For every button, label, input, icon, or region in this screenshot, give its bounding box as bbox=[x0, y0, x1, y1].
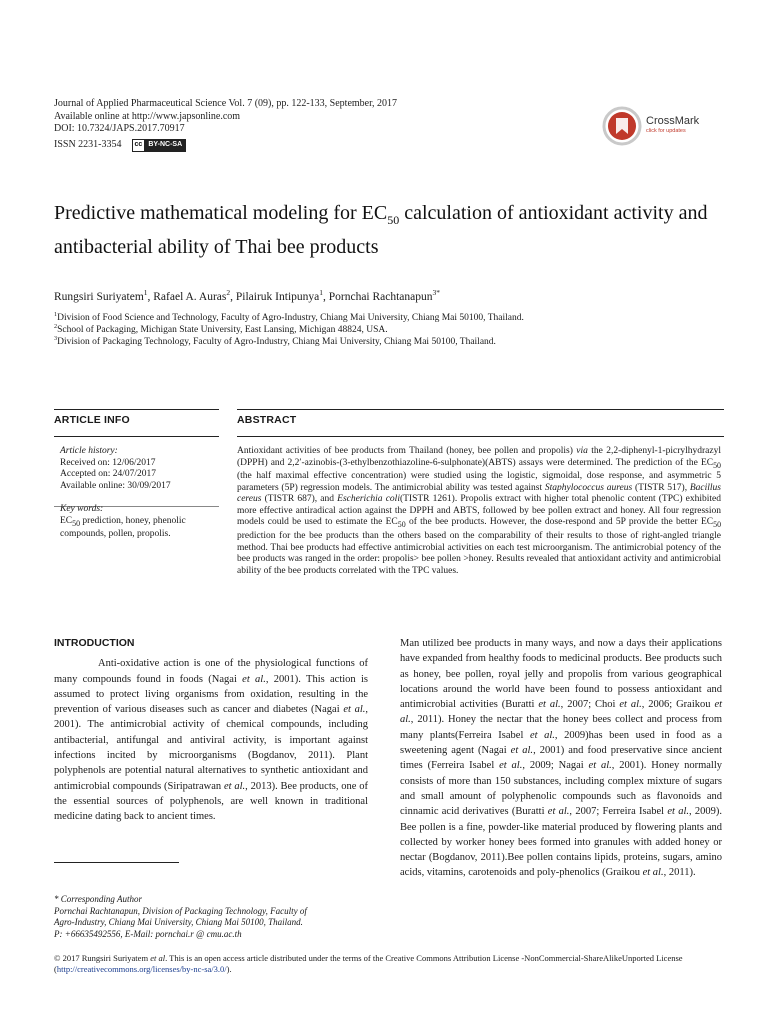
journal-issn: ISSN 2231-3354 bbox=[54, 138, 122, 150]
intro-right-column: Man utilized bee products in many ways, and now a days their applications have expanded from healthy foods to medicinal products. Bee products such as honey, bee pollen, royal jelly and propolis from various geographical locations around the world have been found to possess antioxidant and antimicrobial activities (Buratti et al., 2007; Choi et al., 2006; Graikou et al., 2011). Honey the nectar that the honey bees collect and process from many plants(Ferreira Isabel et al., 2009)has been used in food as a sweetening agent (Nagai et al., 2001) and food preservative since ancient times (Ferreira Isabel et al., 2009; Nagai et al., 2001). Honey normally consists of more than 150 substances, including complex mixture of sugars and small amount of polyphenolic compounds such as flavonoids and cinnamic acid derivatives (Buratti et al., 2007; Ferreira Isabel et al., 2009). Bee pollen is a fine, powder-like material produced by flowering plants and collected by worker honey bees formed into granules with added honey or nectar (Bogdanov, 2011).Bee pollen contains lipids, proteins, sugars, amino acids, vitamins, carotenoids and poly-phenolics (Graikou et al., 2011). bbox=[400, 638, 723, 879]
abstract-heading: ABSTRACT bbox=[237, 414, 297, 426]
intro-left-column bbox=[54, 636, 368, 825]
crossmark-icon bbox=[602, 106, 642, 146]
footnote-rule bbox=[54, 862, 179, 863]
keywords: $EC_{50}$ prediction, honey, phenolic compounds, pollen, propolis. bbox=[60, 515, 186, 539]
keywords-label: Key words: bbox=[60, 504, 104, 514]
corresponding-line-2: Agro-Industry, Chiang Mai University, Chiang Mai 50100, Thailand. bbox=[54, 917, 303, 927]
article-title bbox=[54, 200, 724, 261]
crossmark-sublabel: click for updates bbox=[646, 128, 686, 134]
license-link[interactable]: http://creativecommons.org/licenses/by-nc-sa/3.0/ bbox=[56, 964, 227, 974]
journal-header bbox=[54, 98, 397, 152]
author: Pornchai Rachtanapun$^{3*}$ bbox=[328, 288, 440, 303]
intro-paragraph-left: Anti-oxidative action is one of the physiological functions of many compounds found in foods (Nagai et al., 2001). This action is assumed to protect living organisms from oxidation, resulting in the prevention of various diseases such as cancer and diabetes (Nagai et al., 2001). The antimicrobial activity of chemical compounds, including antibacterial, antifungal and antiviral activity, is important against infections incited by microorganisms (Bogdanov, 2011). Plant polyphenols are potential natural alternatives to synthetic antioxidant and antimicrobial compounds (Siripatrawan et al., 2013). Bee products, one of the essential sources of polyphenols, are well known in traditional medicine dating back to ancient times. bbox=[54, 658, 368, 823]
journal-url[interactable]: Available online at http://www.japsonline.com bbox=[54, 110, 241, 122]
crossmark-text bbox=[646, 116, 699, 136]
title-subscript: 50 bbox=[387, 213, 400, 227]
corresponding-label: * Corresponding Author bbox=[54, 894, 143, 904]
author: Rungsiri Suriyatem$^1$, bbox=[54, 288, 154, 303]
affiliation: $^3$Division of Packaging Technology, Faculty of Agro-Industry, Chiang Mai University, Chiang Mai 50100, Thailand. bbox=[54, 335, 496, 347]
introduction-heading: INTRODUCTION bbox=[54, 637, 135, 649]
affiliation: $^2$School of Packaging, Michigan State University, East Lansing, Michigan 48824, USA. bbox=[54, 323, 388, 335]
abstract-bottom-rule bbox=[237, 436, 724, 437]
author: Pilairuk Intipunya$^1$, bbox=[235, 288, 329, 303]
journal-citation: Journal of Applied Pharmaceutical Science Vol. 7 (09), pp. 122-133, September, 2017 bbox=[54, 98, 398, 109]
cc-logo: cc bbox=[133, 140, 146, 151]
available-date: Available online: 30/09/2017 bbox=[60, 480, 171, 491]
corresponding-author bbox=[54, 894, 374, 940]
accepted-date: Accepted on: 24/07/2017 bbox=[60, 469, 157, 479]
author: Rafael A. Auras$^2$, bbox=[153, 288, 236, 303]
author-list bbox=[54, 290, 440, 304]
article-info-heading: ARTICLE INFO bbox=[54, 414, 130, 426]
issn-row bbox=[54, 139, 397, 152]
journal-doi[interactable]: DOI: 10.7324/JAPS.2017.70917 bbox=[54, 123, 185, 134]
title-part-2: calculation of antioxidant activity and antibacterial ability of Thai bee products bbox=[54, 202, 708, 258]
copyright-footer: © 2017 Rungsiri Suriyatem et al. This is an open access article distributed under the terms of the Creative Commons Attribution License -NonCommercial-ShareAlikeUnported License (http://creativecommons.org/licenses/by-nc-sa/3.0/). bbox=[54, 953, 683, 974]
article-info-bottom-rule bbox=[54, 436, 219, 437]
cc-license-type: BY-NC-SA bbox=[145, 140, 185, 151]
abstract-text: Antioxidant activities of bee products from Thailand (honey, bee pollen and propolis) via the 2,2-diphenyl-1-picrylhydrazyl (DPPH) and 2,2′-azinobis-(3-ethylbenzothiazoline-6-sulphonate)(ABTS) assays were determined. The prediction of the $EC_{50}$ (the half maximal effective concentration) were studied using the logistic, sigmoidal, dose response, and asymmetric 5 parameters (5P) regression models. The antimicrobial ability was tested against Staphylococcus aureus (TISTR 517), Bacillus cereus (TISTR 687), and Escherichia coli(TISTR 1261). Propolis extract with higher total phenolic content (TPC) exhibited more effective antiradical action against the DPPH and ABTS, followed by bee pollen extract and honey. All four regression models could be used to estimate the $EC_{50}$ of the bee products. However, the dose-respond and 5P provide the better $EC_{50}$ prediction for the bee products than the others based on the comparability of their results to those of right-angled triangle method. Thai bee products had effective antimicrobial activities on each test microorganism. The antimicrobial potency of the bee products was ranged in the order: propolis> bee pollen >honey. Results revealed that antioxidant activity and antimicrobial ability of the bee products correlated with the TPC values. bbox=[237, 446, 722, 576]
article-info-top-rule bbox=[54, 409, 219, 410]
article-history-label: Article history: bbox=[60, 446, 118, 456]
crossmark-label: CrossMark bbox=[646, 115, 700, 127]
article-info-body bbox=[60, 446, 220, 540]
affiliation-list bbox=[54, 312, 524, 348]
corresponding-line-1: Pornchai Rachtanapun, Division of Packaging Technology, Faculty of bbox=[54, 905, 307, 916]
abstract-top-rule bbox=[237, 409, 724, 410]
crossmark-badge[interactable] bbox=[602, 104, 712, 148]
license-badge[interactable] bbox=[132, 139, 187, 152]
affiliation: $^1$Division of Food Science and Technology, Faculty of Agro-Industry, Chiang Mai University, Chiang Mai 50100, Thailand. bbox=[54, 311, 524, 323]
corresponding-line-3[interactable]: P: +66635492556, E-Mail: pornchai.r @ cmu.ac.th bbox=[54, 928, 242, 939]
received-date: Received on: 12/06/2017 bbox=[60, 457, 156, 468]
title-part-1: Predictive mathematical modeling for EC bbox=[54, 202, 388, 224]
